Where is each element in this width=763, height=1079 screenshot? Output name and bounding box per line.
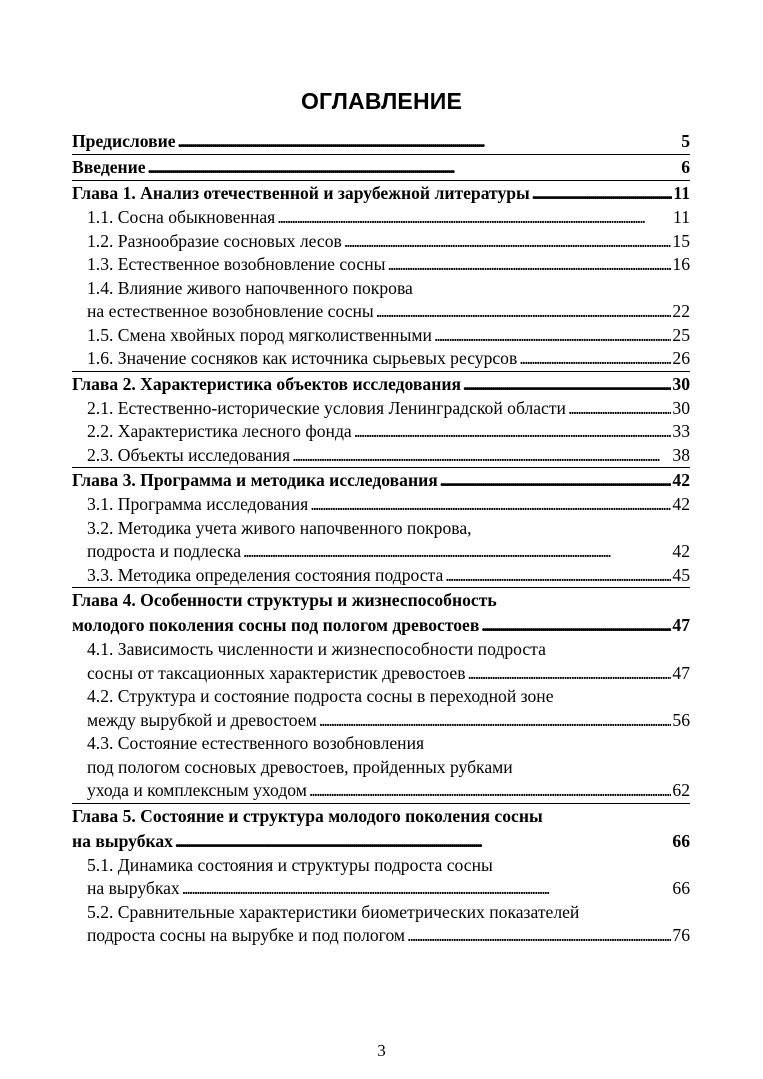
dot-leader xyxy=(568,397,671,421)
toc-page-number: 11 xyxy=(673,207,690,227)
toc-page-number: 11 xyxy=(673,183,690,203)
toc-entry-title: 2.3. Объекты исследования xyxy=(87,444,291,465)
dot-leader xyxy=(182,877,672,901)
toc-entry-row xyxy=(72,129,690,154)
dot-leader xyxy=(178,129,681,154)
toc-section-entry[interactable] xyxy=(72,685,690,732)
toc-entry-title-line: 4.1. Зависимость численности и жизнеспособности подроста xyxy=(87,639,546,659)
toc-entry-title: 3.1. Программа исследования xyxy=(87,494,309,514)
toc-entry-title: ухода и комплексным уходом xyxy=(87,780,307,800)
toc-entry-row xyxy=(72,372,690,397)
toc-entry-title-line: 4.2. Структура и состояние подроста сосны в переходной зоне xyxy=(87,686,554,706)
toc-entry-title-line: Глава 4. Особенности структуры и жизнеспособность xyxy=(72,590,497,610)
toc-section-entry[interactable] xyxy=(72,564,690,588)
toc-entry-row xyxy=(87,347,690,371)
toc-entry-row xyxy=(87,924,690,948)
toc-entry-title: молодого поколения сосны под пологом древостоев xyxy=(72,615,480,635)
toc-page-number: 66 xyxy=(672,830,690,851)
toc-page-number: 25 xyxy=(672,324,690,345)
toc-entry-row xyxy=(87,709,690,733)
toc-entry-row xyxy=(87,206,690,230)
toc-section-entry[interactable] xyxy=(72,324,690,348)
toc-entry-row xyxy=(87,397,690,421)
toc-entry-title: 1.2. Разнообразие сосновых лесов xyxy=(87,230,342,251)
dot-leader xyxy=(148,155,681,180)
toc-page-number: 62 xyxy=(672,780,690,800)
toc-section-entry[interactable] xyxy=(72,230,690,254)
toc-entry-title: 2.1. Естественно-исторические условия Ленинградской области xyxy=(87,397,566,418)
toc-section-entry[interactable] xyxy=(72,493,690,517)
toc-section-entry[interactable] xyxy=(72,277,690,324)
toc-chapter-entry[interactable] xyxy=(72,371,690,397)
toc-page-number: 22 xyxy=(672,301,690,321)
toc-page-number: 42 xyxy=(672,494,690,514)
toc-entry-title: 1.1. Сосна обыкновенная xyxy=(87,207,276,227)
toc-entry-title-line: под пологом сосновых древостоев, пройденных рубками xyxy=(87,756,513,777)
dot-leader xyxy=(519,347,671,371)
toc-chapter-entry[interactable] xyxy=(72,154,690,180)
toc-page-number: 42 xyxy=(672,470,690,490)
toc-section-entry[interactable] xyxy=(72,347,690,371)
toc-section-entry[interactable] xyxy=(72,732,690,803)
dot-leader xyxy=(387,253,671,277)
dot-leader xyxy=(376,300,672,324)
toc-entry-title: сосны от таксационных характеристик древостоев xyxy=(87,662,466,683)
toc-entry-title: 3.3. Методика определения состояния подроста xyxy=(87,564,444,585)
dot-leader xyxy=(440,468,672,493)
toc-entry-row xyxy=(87,662,690,686)
toc-entry-row xyxy=(87,877,690,901)
toc-entry-row xyxy=(87,564,690,588)
toc-page-number: 30 xyxy=(672,373,690,394)
dot-leader xyxy=(319,709,672,733)
toc-entry-row xyxy=(87,300,690,324)
toc-page-number: 66 xyxy=(672,878,690,898)
toc-entry-title-line: 5.1. Динамика состояния и структуры подроста сосны xyxy=(87,854,493,875)
toc-entry-row xyxy=(87,444,690,468)
toc-section-entry[interactable] xyxy=(72,854,690,901)
toc-entry-title: Глава 2. Характеристика объектов исследования xyxy=(72,373,461,394)
toc-entry-row xyxy=(87,324,690,348)
toc-chapter-entry[interactable] xyxy=(72,129,690,154)
dot-leader xyxy=(468,662,672,686)
dot-leader xyxy=(243,540,671,564)
dot-leader xyxy=(354,420,672,444)
toc-section-entry[interactable] xyxy=(72,638,690,685)
dot-leader xyxy=(344,230,672,254)
toc-entry-row xyxy=(72,181,690,206)
dot-leader xyxy=(292,444,671,468)
page-number: 3 xyxy=(377,1041,386,1060)
dot-leader xyxy=(277,206,672,230)
toc-page-number: 47 xyxy=(672,662,690,683)
toc-entry-title: подроста и подлеска xyxy=(87,541,242,561)
toc-entry-title-line: 1.4. Влияние живого напочвенного покрова xyxy=(87,277,413,298)
toc-page-number: 30 xyxy=(672,397,690,418)
toc-entry-title: подроста сосны на вырубке и под пологом xyxy=(87,925,406,945)
toc-entry-row xyxy=(87,230,690,254)
toc-entry-row xyxy=(72,155,690,180)
toc-page-number: 47 xyxy=(672,615,690,635)
toc-section-entry[interactable] xyxy=(72,901,690,948)
toc-entry-title: 1.6. Значение сосняков как источника сырьевых ресурсов xyxy=(87,348,518,368)
toc-section-entry[interactable] xyxy=(72,397,690,421)
page-title: ОГЛАВЛЕНИЕ xyxy=(300,88,463,114)
toc-entry-title: 2.2. Характеристика лесного фонда xyxy=(87,421,352,441)
toc-entry-title: Глава 3. Программа и методика исследования xyxy=(72,470,438,490)
toc-entry-title-line: 4.3. Состояние естественного возобновления xyxy=(87,733,425,753)
toc-section-entry[interactable] xyxy=(72,517,690,564)
toc-entry-row xyxy=(87,253,690,277)
toc-page-number: 76 xyxy=(672,925,690,945)
dot-leader xyxy=(481,613,671,638)
dot-leader xyxy=(309,779,672,803)
toc-chapter-entry[interactable] xyxy=(72,467,690,493)
table-of-contents xyxy=(72,129,690,948)
toc-page-number: 42 xyxy=(672,541,690,561)
toc-entry-title: Предисловие xyxy=(72,131,176,151)
toc-page-number: 26 xyxy=(672,348,690,368)
toc-chapter-entry[interactable] xyxy=(72,803,690,854)
toc-entry-row xyxy=(72,829,690,854)
toc-entry-row xyxy=(87,779,690,803)
toc-entry-title-line: Глава 5. Состояние и структура молодого поколения сосны xyxy=(72,805,543,826)
toc-section-entry[interactable] xyxy=(72,420,690,444)
toc-entry-title: на вырубках xyxy=(87,878,180,898)
toc-page-number: 33 xyxy=(672,421,690,441)
dot-leader xyxy=(532,181,673,206)
toc-entry-title-line: 5.2. Сравнительные характеристики биометрических показателей xyxy=(87,901,580,922)
toc-entry-row xyxy=(87,420,690,444)
toc-entry-title: на вырубках xyxy=(72,830,173,851)
toc-page-number: 56 xyxy=(672,709,690,730)
toc-chapter-entry[interactable] xyxy=(72,180,690,206)
toc-entry-row xyxy=(87,493,690,517)
toc-entry-title: 1.5. Смена хвойных пород мягколиственными xyxy=(87,324,432,345)
toc-page-number: 38 xyxy=(672,444,690,465)
toc-section-entry[interactable] xyxy=(72,253,690,277)
dot-leader xyxy=(310,493,671,517)
dot-leader xyxy=(434,324,671,348)
toc-entry-title: между вырубкой и древостоем xyxy=(87,709,317,730)
toc-entry-title: Введение xyxy=(72,157,146,177)
toc-chapter-entry[interactable] xyxy=(72,587,690,638)
toc-entry-row xyxy=(87,540,690,564)
toc-page-number: 45 xyxy=(672,564,690,585)
toc-entry-title: Глава 1. Анализ отечественной и зарубежной литературы xyxy=(72,183,530,203)
toc-entry-title: 1.3. Естественное возобновление сосны xyxy=(87,254,386,274)
toc-page-number: 15 xyxy=(672,230,690,251)
dot-leader xyxy=(407,924,671,948)
toc-entry-title: на естественное возобновление сосны xyxy=(87,301,374,321)
toc-page-number: 5 xyxy=(681,131,690,151)
dot-leader xyxy=(463,372,671,397)
dot-leader xyxy=(175,829,671,854)
dot-leader xyxy=(445,564,671,588)
toc-entry-title-line: 3.2. Методика учета живого напочвенного покрова, xyxy=(87,517,472,538)
toc-page-number: 6 xyxy=(681,157,690,177)
toc-section-entry[interactable] xyxy=(72,444,690,468)
toc-entry-row xyxy=(72,613,690,638)
toc-section-entry[interactable] xyxy=(72,206,690,230)
toc-page-number: 16 xyxy=(672,254,690,274)
toc-entry-row xyxy=(72,468,690,493)
